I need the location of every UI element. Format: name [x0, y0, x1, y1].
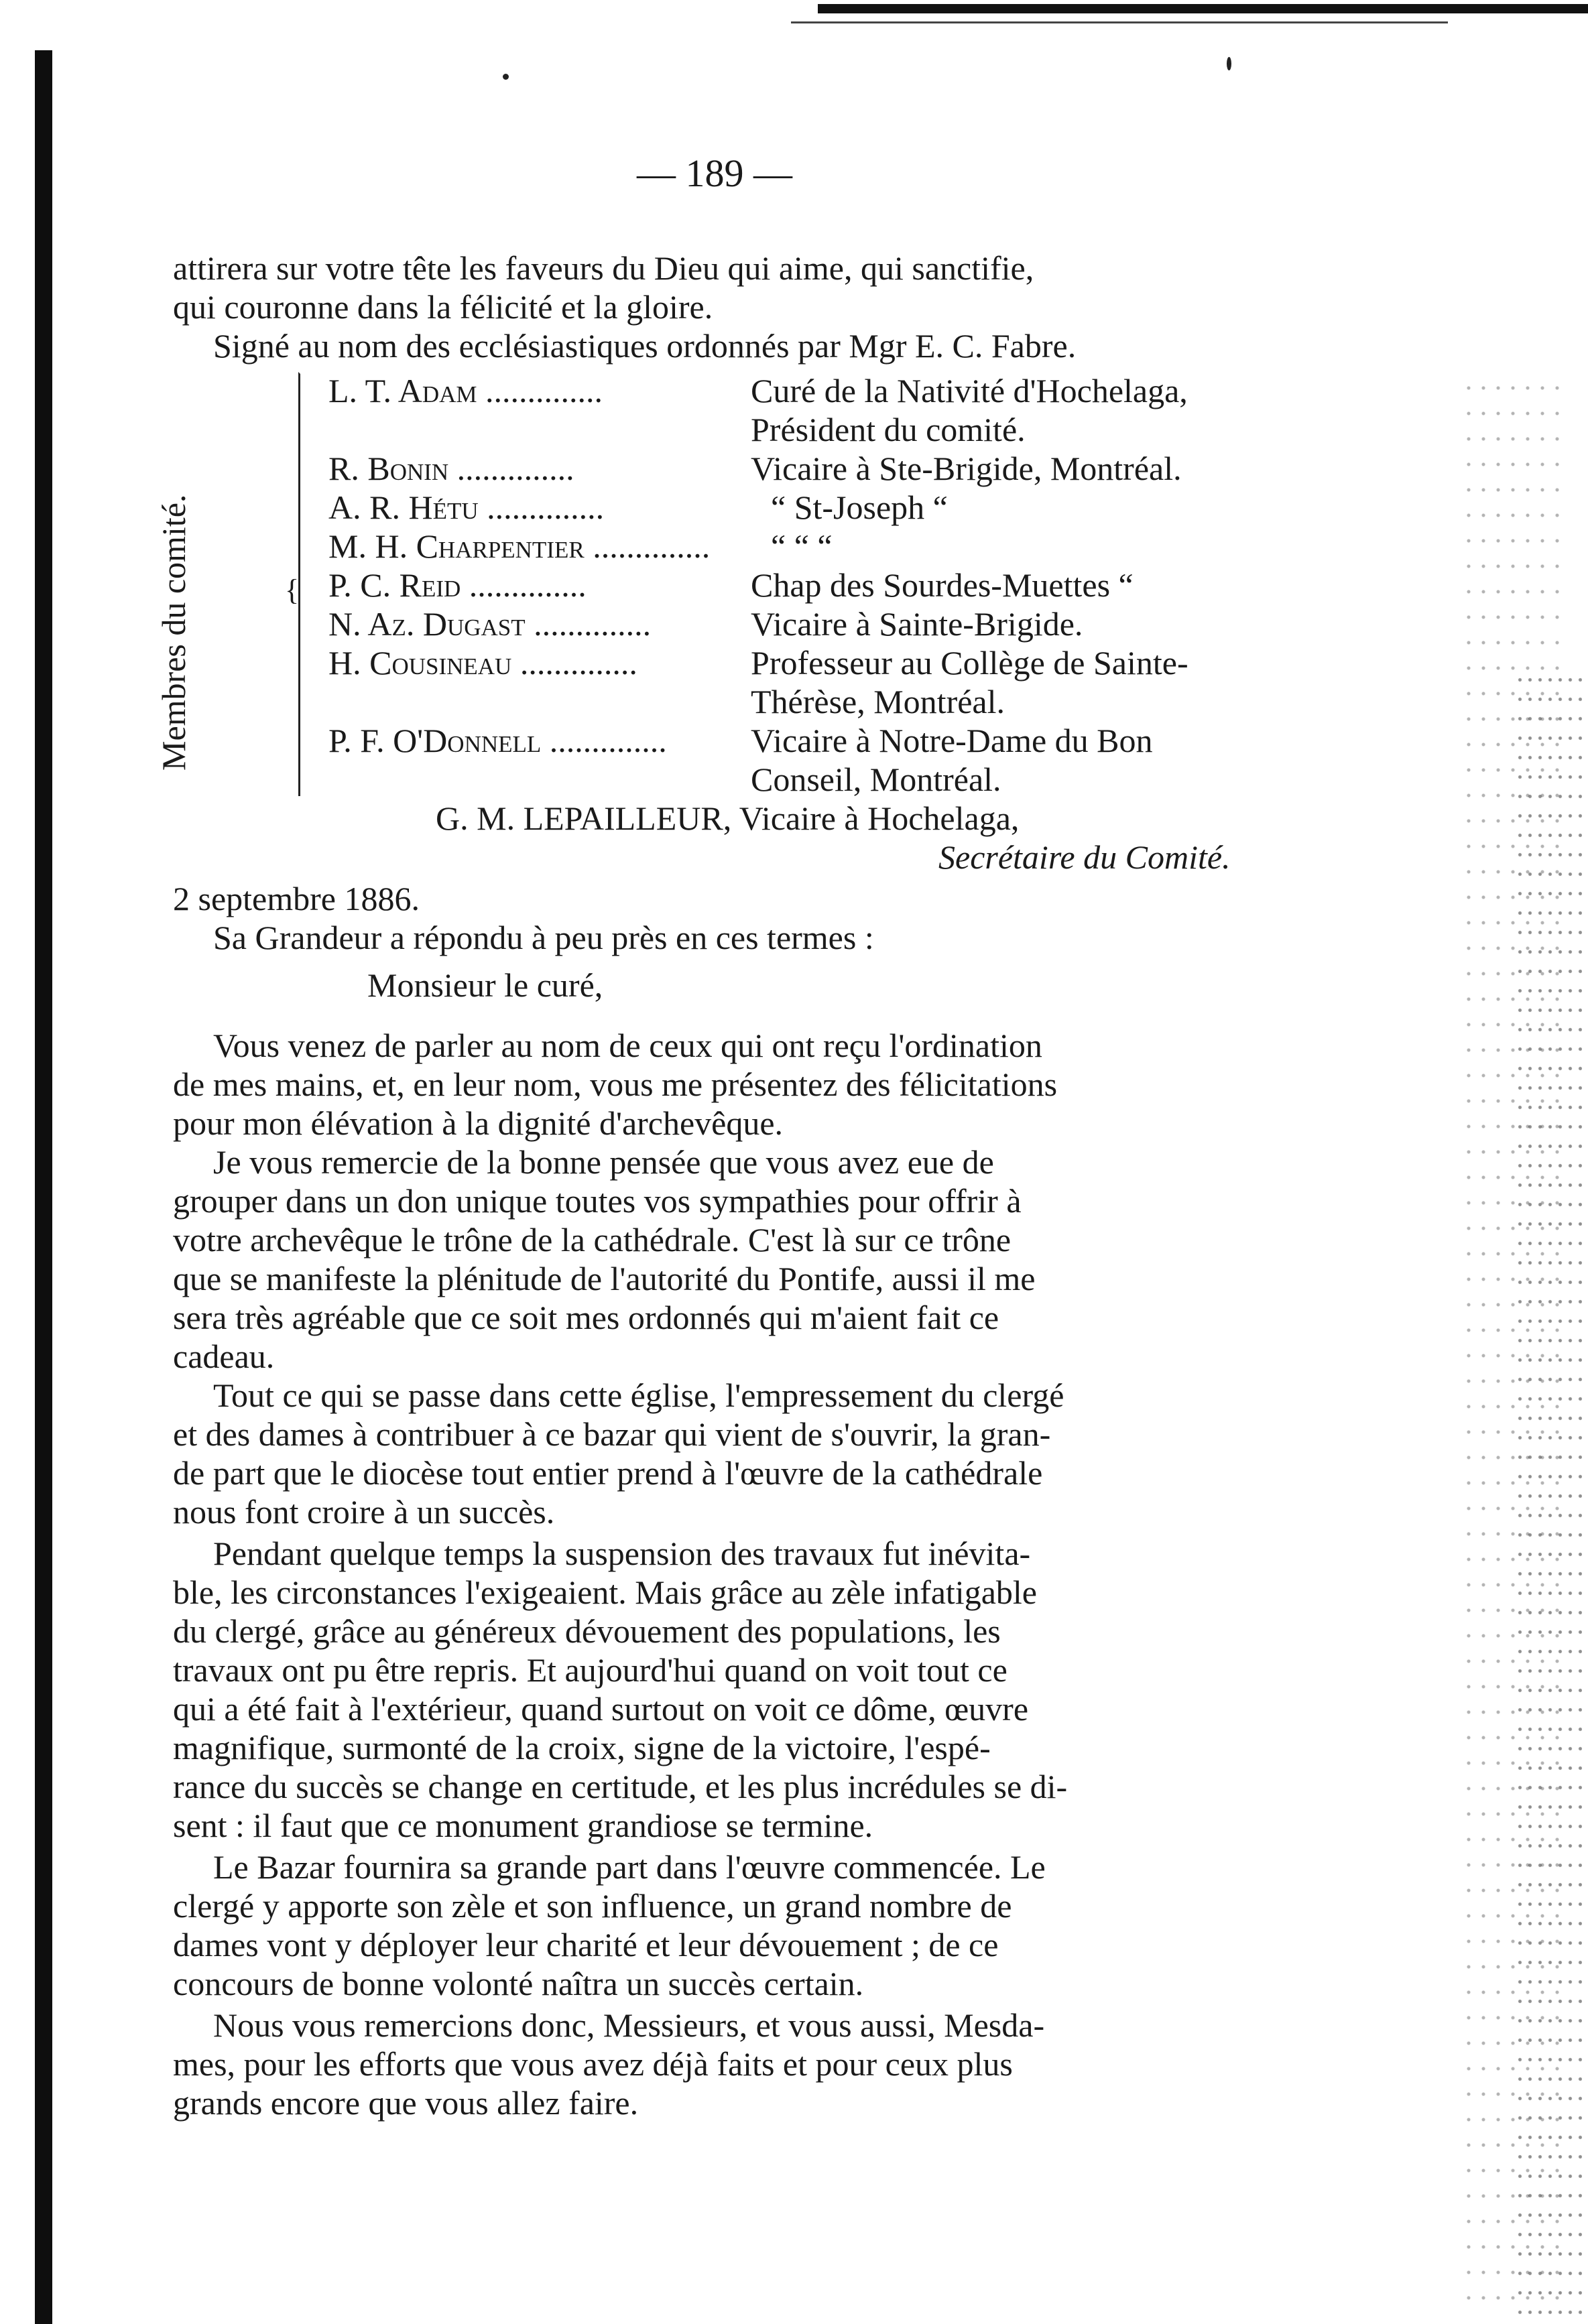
speck	[1227, 57, 1231, 70]
text-line: qui couronne dans la félicité et la gloire.	[173, 288, 713, 326]
secretary-title: Secrétaire du Comité.	[938, 838, 1231, 876]
member-role: Conseil, Montréal.	[751, 761, 1001, 798]
member-name: H. Cousineau ..............	[328, 644, 637, 682]
text-line: magnifique, surmonté de la croix, signe de la victoire, l'espé-	[173, 1729, 991, 1766]
member-name: R. Bonin ..............	[328, 450, 574, 487]
text-line: nous font croire à un succès.	[173, 1493, 555, 1531]
text-line: Signé au nom des ecclésiastiques ordonnés par Mgr E. C. Fabre.	[213, 327, 1077, 365]
scan-edge-line	[791, 21, 1448, 23]
text-line: cadeau.	[173, 1338, 275, 1375]
text-line: dames vont y déployer leur charité et leur dévouement ; de ce	[173, 1926, 999, 1963]
response-intro: Sa Grandeur a répondu à peu près en ces termes :	[213, 919, 874, 956]
member-role: “ St-Joseph “	[771, 489, 948, 526]
member-role: “ “ “	[771, 527, 833, 565]
member-name: P. F. O'Donnell ..............	[328, 722, 667, 759]
text-line: ble, les circonstances l'exigeaient. Mais grâce au zèle infatigable	[173, 1573, 1037, 1611]
text-line: Vous venez de parler au nom de ceux qui ont reçu l'ordination	[213, 1027, 1042, 1064]
text-line: Je vous remercie de la bonne pensée que vous avez eue de	[213, 1143, 994, 1181]
brace-point: {	[285, 574, 300, 606]
salutation: Monsieur le curé,	[367, 966, 603, 1004]
text-line: qui a été fait à l'extérieur, quand surtout on voit ce dôme, œuvre	[173, 1690, 1029, 1728]
text-line: mes, pour les efforts que vous avez déjà faits et pour ceux plus	[173, 2045, 1013, 2083]
text-line: que se manifeste la plénitude de l'autorité du Pontife, aussi il me	[173, 1260, 1036, 1297]
scan-edge-bar	[818, 4, 1588, 13]
text-line: Tout ce qui se passe dans cette église, l'empressement du clergé	[213, 1376, 1064, 1414]
member-name: N. Az. Dugast ..............	[328, 605, 652, 643]
text-line: sent : il faut que ce monument grandiose se termine.	[173, 1807, 873, 1844]
member-name: M. H. Charpentier ..............	[328, 527, 711, 565]
scan-binding-edge	[35, 50, 52, 2324]
text-line: Pendant quelque temps la suspension des travaux fut inévita-	[213, 1535, 1031, 1572]
text-line: concours de bonne volonté naîtra un succès certain.	[173, 1965, 864, 2002]
date-line: 2 septembre 1886.	[173, 880, 420, 917]
page-number: — 189 —	[637, 151, 792, 195]
member-role: Vicaire à Ste-Brigide, Montréal.	[751, 450, 1182, 487]
member-role: Thérèse, Montréal.	[751, 683, 1005, 720]
scan-noise-margin	[1515, 670, 1582, 2319]
member-role: Vicaire à Notre-Dame du Bon	[751, 722, 1153, 759]
text-line: Nous vous remercions donc, Messieurs, et vous aussi, Mesda-	[213, 2006, 1045, 2044]
text-line: sera très agréable que ce soit mes ordonnés qui m'aient fait ce	[173, 1299, 999, 1336]
text-line: Le Bazar fournira sa grande part dans l'œuvre commencée. Le	[213, 1848, 1046, 1886]
text-line: travaux ont pu être repris. Et aujourd'hui quand on voit tout ce	[173, 1651, 1007, 1689]
text-line: de mes mains, et, en leur nom, vous me présentez des félicitations	[173, 1066, 1058, 1103]
text-line: de part que le diocèse tout entier prend à l'œuvre de la cathédrale	[173, 1454, 1043, 1492]
text-line: clergé y apporte son zèle et son influence, un grand nombre de	[173, 1887, 1012, 1925]
text-line: rance du succès se change en certitude, et les plus incrédules se di-	[173, 1768, 1068, 1805]
secretary-line: G. M. LEPAILLEUR, Vicaire à Hochelaga,	[436, 799, 1020, 837]
member-role: Professeur au Collège de Sainte-	[751, 644, 1188, 682]
member-role: Chap des Sourdes-Muettes “	[751, 566, 1134, 604]
text-line: grouper dans un don unique toutes vos sympathies pour offrir à	[173, 1182, 1022, 1220]
member-role: Président du comité.	[751, 411, 1026, 448]
brace	[298, 372, 320, 796]
member-name: P. C. Reid ..............	[328, 566, 587, 604]
member-role: Vicaire à Sainte-Brigide.	[751, 605, 1083, 643]
committee-label: Membres du comité.	[155, 494, 192, 771]
text-line: du clergé, grâce au généreux dévouement des populations, les	[173, 1612, 1001, 1650]
text-line: votre archevêque le trône de la cathédrale. C'est là sur ce trône	[173, 1221, 1012, 1258]
member-role: Curé de la Nativité d'Hochelaga,	[751, 372, 1188, 409]
speck	[503, 74, 509, 80]
member-name: A. R. Hétu ..............	[328, 489, 605, 526]
member-name: L. T. Adam ..............	[328, 372, 603, 409]
text-line: et des dames à contribuer à ce bazar qui vient de s'ouvrir, la gran-	[173, 1415, 1051, 1453]
text-line: grands encore que vous allez faire.	[173, 2084, 639, 2122]
text-line: pour mon élévation à la dignité d'archevêque.	[173, 1104, 784, 1142]
text-line: attirera sur votre tête les faveurs du Dieu qui aime, qui sanctifie,	[173, 249, 1034, 287]
